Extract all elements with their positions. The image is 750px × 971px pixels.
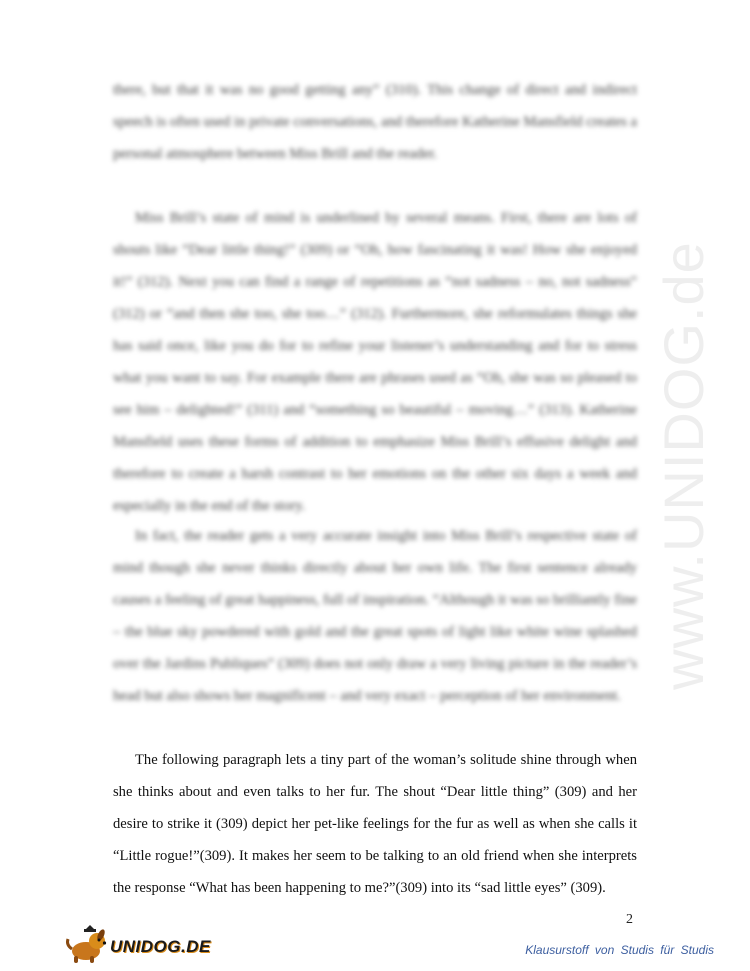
page-number: 2 xyxy=(626,912,633,927)
logo-text: UNIDOG.DE xyxy=(110,937,211,956)
paragraph-blurred-1: there, but that it was no good getting any” (310). This change of direct and indirect speech is often used in private conversations, and therefore Katherine Mansfield creates a personal atmosphere between Miss Brill and the reader. xyxy=(113,82,637,162)
paragraph-2: Miss Brill’s state of mind is underlined by several means. First, there are lots of shouts like “Dear little thing!” (309) or “Oh, how fascinating it was! How she enjoyed it!” (312). Next you can find a range of repetitions as “not sadness – no, not sadness” (312) or “and then she too, she too…” (312). Furthermore, she reformulates things she has said once, like you do for to refine your listener’s understanding and for to stress what you want to say. For example there are phrases used as “Oh, she was so pleased to see him – delighted!” (311) and “something so beautiful – moving…” (313). Katherine Mansfield uses these forms of addition to emphasize Miss Brill’s effusive delight and therefore to create a harsh contrast to her emotions on the other six days a week and especially in the end of the story. xyxy=(113,210,637,514)
watermark xyxy=(638,240,728,690)
footer-tagline: Klausurstoff von Studis für Studis xyxy=(525,943,714,957)
paragraph-blurred-3: In fact, the reader gets a very accurate insight into Miss Brill’s respective state of mind though she never thinks directly about her own life. The first sentence already causes a feeling of great happiness, full of inspiration. “Although it was so brilliantly fine – the blue sky powdered with gold and the great spots of light like white wine splashed over the Jardins Publiques” (309) does not only draw a very living picture in the reader’s head but also shows her magnificent – and very exact – perception of her environment. xyxy=(113,528,637,704)
watermark-text: www.UNIDOG.de xyxy=(651,240,715,690)
unidog-logo xyxy=(64,925,211,965)
dog-mascot-icon xyxy=(64,925,114,965)
paragraph-4: The following paragraph lets a tiny part of the woman’s solitude shine through when she thinks about and even talks to her fur. The shout “Dear little thing” (309) and her desire to strike it (309) depict her pet-like feelings for the fur as well as when she calls it “Little rogue!”(309). It makes her seem to be talking to an old friend when she interprets the response “What has been happening to me?”(309) into its “sad little eyes” (309). xyxy=(113,752,637,896)
